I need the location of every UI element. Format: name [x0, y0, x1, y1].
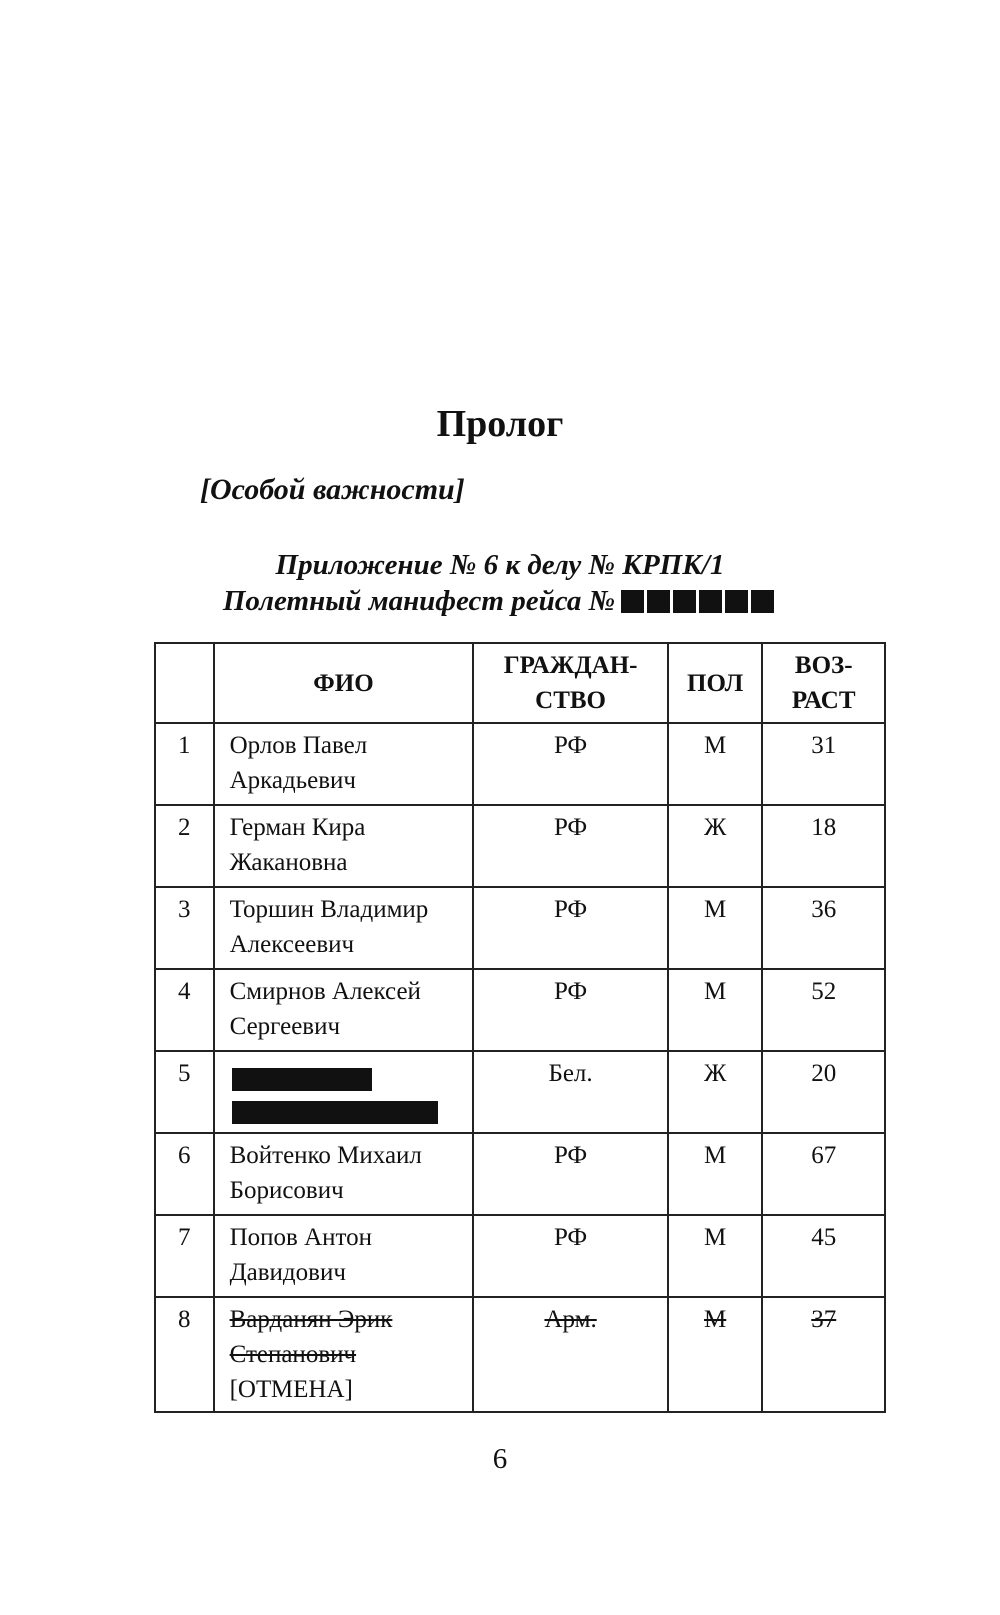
row-name	[214, 805, 474, 887]
row-citizenship: РФ	[473, 805, 667, 887]
surname-firstname: Торшин Владимир	[229, 896, 429, 923]
row-citizenship: РФ	[473, 887, 667, 969]
row-sex: М	[668, 887, 763, 969]
row-age	[762, 1297, 885, 1412]
table-row	[155, 887, 885, 969]
surname-firstname: Войтенко Михаил	[229, 1142, 422, 1169]
appendix-heading: Приложение № 6 к делу № КРПК/1	[275, 549, 725, 581]
table-header-row	[155, 643, 885, 723]
row-number: 3	[155, 887, 214, 969]
row-sex: М	[668, 1215, 763, 1297]
header-number	[155, 643, 214, 723]
row-number: 2	[155, 805, 214, 887]
header-name: ФИО	[214, 643, 474, 723]
row-number: 1	[155, 723, 214, 805]
table-row	[155, 723, 885, 805]
row-citizenship: Бел.	[473, 1051, 667, 1133]
patronymic: Сергеевич	[229, 1013, 341, 1040]
manifest-heading	[0, 584, 1000, 621]
row-name	[214, 1133, 474, 1215]
header-age-line1: ВОЗ-	[794, 652, 853, 679]
patronymic: Аркадьевич	[229, 767, 356, 794]
patronymic: Борисович	[229, 1177, 344, 1204]
row-name	[214, 1297, 474, 1412]
flight-manifest-table	[154, 642, 886, 1413]
row-sex: Ж	[668, 805, 763, 887]
classification-label: [Особой важности]	[200, 473, 465, 506]
patronymic: Давидович	[229, 1259, 346, 1286]
header-sex: ПОЛ	[668, 643, 763, 723]
row-number: 8	[155, 1297, 214, 1412]
row-number: 4	[155, 969, 214, 1051]
row-citizenship: РФ	[473, 969, 667, 1051]
row-sex	[668, 1297, 763, 1412]
table-row-cancelled	[155, 1297, 885, 1412]
surname-firstname: Орлов Павел	[229, 732, 368, 759]
row-sex: Ж	[668, 1051, 763, 1133]
surname-firstname: Попов Антон	[229, 1224, 372, 1251]
row-name	[214, 1215, 474, 1297]
row-number: 6	[155, 1133, 214, 1215]
surname-firstname: Герман Кира	[229, 814, 366, 841]
patronymic: Степанович	[229, 1341, 357, 1368]
row-citizenship: РФ	[473, 723, 667, 805]
header-citizenship-line1: ГРАЖДАН-	[503, 652, 638, 679]
row-sex: М	[668, 723, 763, 805]
row-age: 20	[762, 1051, 885, 1133]
cancel-note: [ОТМЕНА]	[229, 1376, 353, 1403]
row-age: 67	[762, 1133, 885, 1215]
row-name	[214, 887, 474, 969]
chapter-title: Пролог	[436, 403, 564, 445]
page-number: 6	[492, 1443, 508, 1475]
row-citizenship	[473, 1297, 667, 1412]
redaction-bar	[232, 1101, 438, 1124]
citizenship-struck: Арм.	[544, 1306, 597, 1333]
redaction-bar	[232, 1068, 372, 1091]
row-citizenship: РФ	[473, 1215, 667, 1297]
row-sex: М	[668, 1133, 763, 1215]
row-age: 52	[762, 969, 885, 1051]
manifest-heading-text: Полетный манифест рейса №	[222, 585, 616, 617]
row-age: 31	[762, 723, 885, 805]
table-row	[155, 805, 885, 887]
patronymic: Алексеевич	[229, 931, 355, 958]
row-citizenship: РФ	[473, 1133, 667, 1215]
header-citizenship-line2: СТВО	[535, 687, 606, 714]
header-age-line2: РАСТ	[791, 687, 856, 714]
table-row	[155, 1215, 885, 1297]
row-name-redacted	[214, 1051, 474, 1133]
row-name	[214, 969, 474, 1051]
header-age	[762, 643, 885, 723]
header-citizenship	[473, 643, 667, 723]
age-struck: 37	[811, 1306, 837, 1333]
row-age: 45	[762, 1215, 885, 1297]
sex-struck: М	[704, 1306, 727, 1333]
row-age: 18	[762, 805, 885, 887]
surname-firstname: Варданян Эрик	[229, 1306, 393, 1333]
table-row	[155, 969, 885, 1051]
row-name	[214, 723, 474, 805]
table-row	[155, 1051, 885, 1133]
row-number: 5	[155, 1051, 214, 1133]
surname-firstname: Смирнов Алексей	[229, 978, 421, 1005]
row-number: 7	[155, 1215, 214, 1297]
table-row	[155, 1133, 885, 1215]
row-age: 36	[762, 887, 885, 969]
patronymic: Жакановна	[229, 849, 348, 876]
redacted-flight-number	[621, 587, 777, 621]
row-sex: М	[668, 969, 763, 1051]
